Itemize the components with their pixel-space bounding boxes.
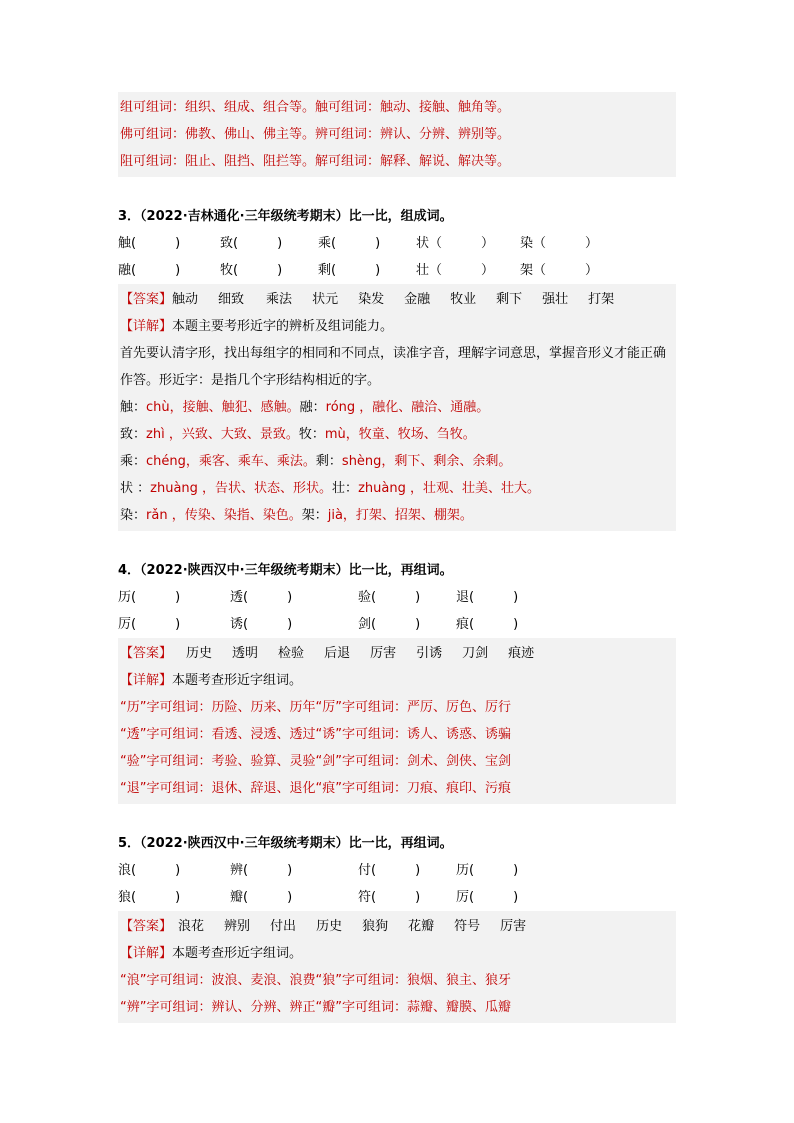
question-4-row-2 bbox=[118, 611, 676, 638]
char-label: 牧： bbox=[298, 427, 325, 442]
blank-item: 壮（ ） bbox=[416, 263, 495, 278]
detail-heading bbox=[120, 667, 676, 694]
char-label: 染： bbox=[120, 508, 147, 523]
answer-tag: 【答案】 bbox=[120, 646, 173, 661]
answer-word: 牧业 bbox=[450, 292, 477, 307]
blank-item: 验( ) bbox=[358, 590, 421, 605]
answer-word: 浪花 bbox=[178, 919, 205, 934]
question-3-answer-block bbox=[118, 284, 676, 531]
answer-word: 状元 bbox=[312, 292, 339, 307]
blank-item: 诱( ) bbox=[230, 617, 293, 632]
detail-tag: 【详解】 bbox=[120, 946, 173, 961]
detail-line bbox=[120, 502, 676, 529]
answer-word: 金融 bbox=[404, 292, 431, 307]
detail-intro: 本题考查形近字组词。 bbox=[172, 673, 303, 688]
answer-tag: 【答案】 bbox=[120, 292, 173, 307]
detail-line: 组可组词：组织、组成、组合等。触可组词：触动、接触、触角等。 bbox=[120, 100, 511, 115]
char-label: 乘： bbox=[120, 454, 147, 469]
blank-item: 厉( ) bbox=[456, 890, 519, 905]
detail-paragraph: 首先要认清字形，找出每组字的相同和不同点，读准字音，理解字词意思，掌握音形义才能正确作答。形近字：是指几个字形结构相近的字。 bbox=[120, 346, 667, 388]
detail-line: “历”字可组词：历险、历来、历年“厉”字可组词：严厉、厉色、厉行 bbox=[120, 700, 511, 715]
blank-item: 触( ) bbox=[118, 236, 181, 251]
detail-heading bbox=[120, 940, 676, 967]
question-5-answer-block bbox=[118, 911, 676, 1023]
detail-line: “透”字可组词：看透、浸透、透过“诱”字可组词：诱人、诱惑、诱骗 bbox=[120, 727, 511, 742]
blank-item: 状（ ） bbox=[416, 236, 495, 251]
blank-item: 付( ) bbox=[358, 863, 421, 878]
answer-word: 染发 bbox=[358, 292, 385, 307]
answer-word: 狼狗 bbox=[362, 919, 389, 934]
char-words: róng ，融化、融洽、通融。 bbox=[325, 400, 490, 415]
char-words: chéng，乘客、乘车、乘法。 bbox=[146, 454, 316, 469]
blank-item: 融( ) bbox=[118, 263, 181, 278]
question-3-row-2 bbox=[118, 257, 676, 284]
blank-item: 厉( ) bbox=[118, 617, 181, 632]
detail-line bbox=[120, 394, 676, 421]
char-words: zhì ，兴致、大致、景致。 bbox=[146, 427, 299, 442]
blank-item: 历( ) bbox=[118, 590, 181, 605]
detail-line bbox=[120, 421, 676, 448]
answer-word: 刀剑 bbox=[462, 646, 489, 661]
question-5-title: 5．（2022·陕西汉中·三年级统考期末）比一比，再组词。 bbox=[118, 836, 453, 851]
question-5-row-2 bbox=[118, 884, 676, 911]
answer-word: 付出 bbox=[270, 919, 297, 934]
answer-word: 剩下 bbox=[496, 292, 523, 307]
blank-item: 瓣( ) bbox=[230, 890, 293, 905]
detail-line: “浪”字可组词：波浪、麦浪、浪费“狼”字可组词：狼烟、狼主、狼牙 bbox=[120, 973, 511, 988]
answer-line bbox=[120, 913, 676, 940]
top-answer-block bbox=[118, 92, 676, 177]
question-5-row-1 bbox=[118, 857, 676, 884]
question-4-title: 4．（2022·陕西汉中·三年级统考期末）比一比，再组词。 bbox=[118, 563, 453, 578]
blank-item: 透( ) bbox=[230, 590, 293, 605]
char-words: chù，接触、触犯、感触。 bbox=[146, 400, 300, 415]
blank-item: 狼( ) bbox=[118, 890, 181, 905]
blank-item: 染（ ） bbox=[520, 236, 599, 251]
char-label: 壮： bbox=[332, 481, 359, 496]
detail-intro: 本题考查形近字组词。 bbox=[172, 946, 303, 961]
answer-word: 引诱 bbox=[416, 646, 443, 661]
answer-tag: 【答案】 bbox=[120, 919, 173, 934]
detail-line: “验”字可组词：考验、验算、灵验“剑”字可组词：剑术、剑侠、宝剑 bbox=[120, 754, 511, 769]
char-label: 融： bbox=[299, 400, 326, 415]
blank-item: 剩( ) bbox=[318, 263, 381, 278]
detail-line: 佛可组词：佛教、佛山、佛主等。辨可组词：辨认、分辨、辨别等。 bbox=[120, 127, 511, 142]
question-3-row-1 bbox=[118, 230, 676, 257]
answer-word: 符号 bbox=[454, 919, 481, 934]
char-label: 剩： bbox=[315, 454, 342, 469]
detail-line: “退”字可组词：退休、辞退、退化“痕”字可组词：刀痕、痕印、污痕 bbox=[120, 781, 511, 796]
blank-item: 致( ) bbox=[220, 236, 283, 251]
detail-line bbox=[120, 475, 676, 502]
char-words: zhuàng ，壮观、壮美、壮大。 bbox=[358, 481, 540, 496]
answer-word: 花瓣 bbox=[408, 919, 435, 934]
detail-tag: 【详解】 bbox=[120, 673, 173, 688]
answer-word: 历史 bbox=[316, 919, 343, 934]
question-4-row-1 bbox=[118, 584, 676, 611]
detail-intro: 本题主要考形近字的辨析及组词能力。 bbox=[172, 319, 394, 334]
blank-item: 剑( ) bbox=[358, 617, 421, 632]
char-words: shèng，剩下、剩余、余剩。 bbox=[341, 454, 512, 469]
blank-item: 历( ) bbox=[456, 863, 519, 878]
blank-item: 退( ) bbox=[456, 590, 519, 605]
answer-word: 打架 bbox=[588, 292, 615, 307]
char-words: jià，打架、招架、棚架。 bbox=[327, 508, 473, 523]
answer-word: 后退 bbox=[324, 646, 351, 661]
blank-item: 浪( ) bbox=[118, 863, 181, 878]
char-label: 触： bbox=[120, 400, 147, 415]
char-label: 致： bbox=[120, 427, 147, 442]
answer-word: 乘法 bbox=[266, 292, 293, 307]
char-words: mù，牧童、牧场、刍牧。 bbox=[324, 427, 476, 442]
detail-line: “辨”字可组词：辨认、分辨、辨正“瓣”字可组词：蒜瓣、瓣膜、瓜瓣 bbox=[120, 1000, 511, 1015]
answer-line bbox=[120, 640, 676, 667]
answer-word: 辨别 bbox=[224, 919, 251, 934]
blank-item: 辨( ) bbox=[230, 863, 293, 878]
answer-word: 细致 bbox=[218, 292, 245, 307]
blank-item: 痕( ) bbox=[456, 617, 519, 632]
answer-word: 厉害 bbox=[500, 919, 527, 934]
answer-word: 痕迹 bbox=[508, 646, 535, 661]
question-4-answer-block bbox=[118, 638, 676, 804]
question-3-title: 3．（2022·吉林通化·三年级统考期末）比一比，组成词。 bbox=[118, 209, 453, 224]
answer-word: 强壮 bbox=[542, 292, 569, 307]
detail-tag: 【详解】 bbox=[120, 319, 173, 334]
answer-word: 历史 bbox=[186, 646, 213, 661]
blank-item: 符( ) bbox=[358, 890, 421, 905]
char-words: rǎn ，传染、染指、染色。 bbox=[146, 508, 302, 523]
detail-line: 阻可组词：阻止、阻挡、阻拦等。解可组词：解释、解说、解决等。 bbox=[120, 154, 511, 169]
blank-item: 牧( ) bbox=[220, 263, 283, 278]
answer-word: 检验 bbox=[278, 646, 305, 661]
document-page bbox=[118, 92, 676, 1023]
answer-word: 厉害 bbox=[370, 646, 397, 661]
blank-item: 乘( ) bbox=[318, 236, 381, 251]
char-label: 架： bbox=[301, 508, 328, 523]
detail-line bbox=[120, 448, 676, 475]
detail-heading bbox=[120, 313, 676, 340]
answer-word: 透明 bbox=[232, 646, 259, 661]
answer-word: 触动 bbox=[172, 292, 199, 307]
char-label: 状 ： bbox=[120, 481, 151, 496]
blank-item: 架（ ） bbox=[520, 263, 599, 278]
char-words: zhuàng ，告状、状态、形状。 bbox=[150, 481, 333, 496]
answer-line bbox=[120, 286, 676, 313]
